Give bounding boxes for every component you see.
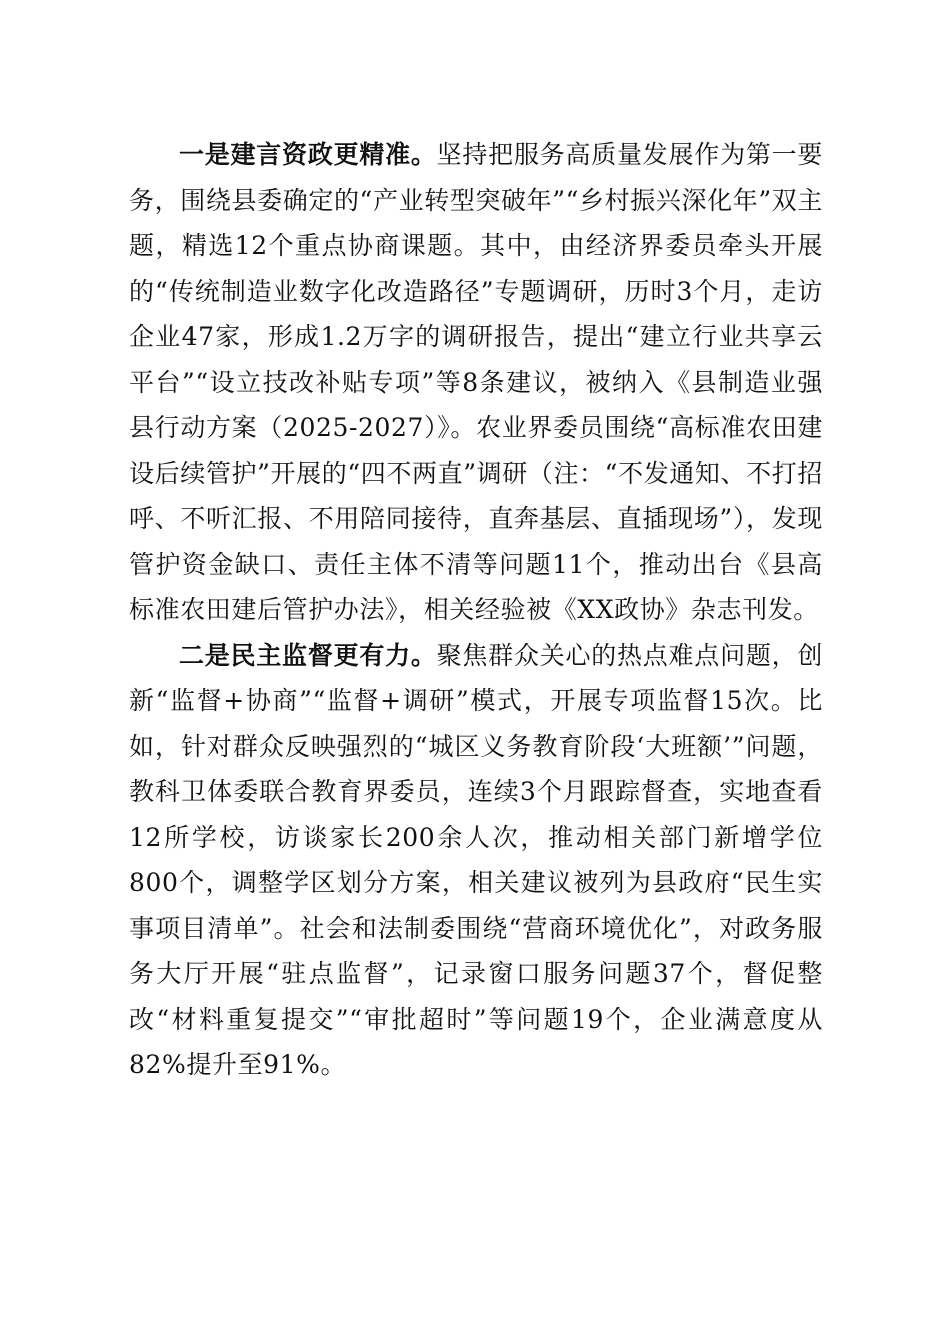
paragraph-supervision xyxy=(129,633,823,1088)
paragraph-lead: 二是民主监督更有力。 xyxy=(179,640,437,670)
paragraph-body: 聚焦群众关心的热点难点问题，创新“监督+协商”“监督+调研”模式，开展专项监督15次。比如，针对群众反映强烈的“城区义务教育阶段‘大班额’”问题，教科卫体委联合教育界委员，连续3个月跟踪督查，实地查看12所学校，访谈家长200余人次，推动相关部门新增学位800个，调整学区划分方案，相关建议被列为县政府“民生实事项目清单”。社会和法制委围绕“营商环境优化”，对政务服务大厅开展“驻点监督”，记录窗口服务问题37个，督促整改“材料重复提交”“审批超时”等问题19个，企业满意度从82%提升至91%。 xyxy=(129,640,823,1079)
document-page xyxy=(129,132,823,1088)
paragraph-body: 坚持把服务高质量发展作为第一要务，围绕县委确定的“产业转型突破年”“乡村振兴深化年”双主题，精选12个重点协商课题。其中，由经济界委员牵头开展的“传统制造业数字化改造路径”专题调研，历时3个月，走访企业47家，形成1.2万字的调研报告，提出“建立行业共享云平台”“设立技改补贴专项”等8条建议，被纳入《县制造业强县行动方案（2025-2027）》。农业界委员围绕“高标准农田建设后续管护”开展的“四不两直”调研（注：“不发通知、不打招呼、不听汇报、不用陪同接待，直奔基层、直插现场”），发现管护资金缺口、责任主体不清等问题11个，推动出台《县高标准农田建后管护办法》，相关经验被《XX政协》杂志刊发。 xyxy=(129,140,823,624)
paragraph-advisory xyxy=(129,132,823,633)
paragraph-lead: 一是建言资政更精准。 xyxy=(179,140,437,169)
